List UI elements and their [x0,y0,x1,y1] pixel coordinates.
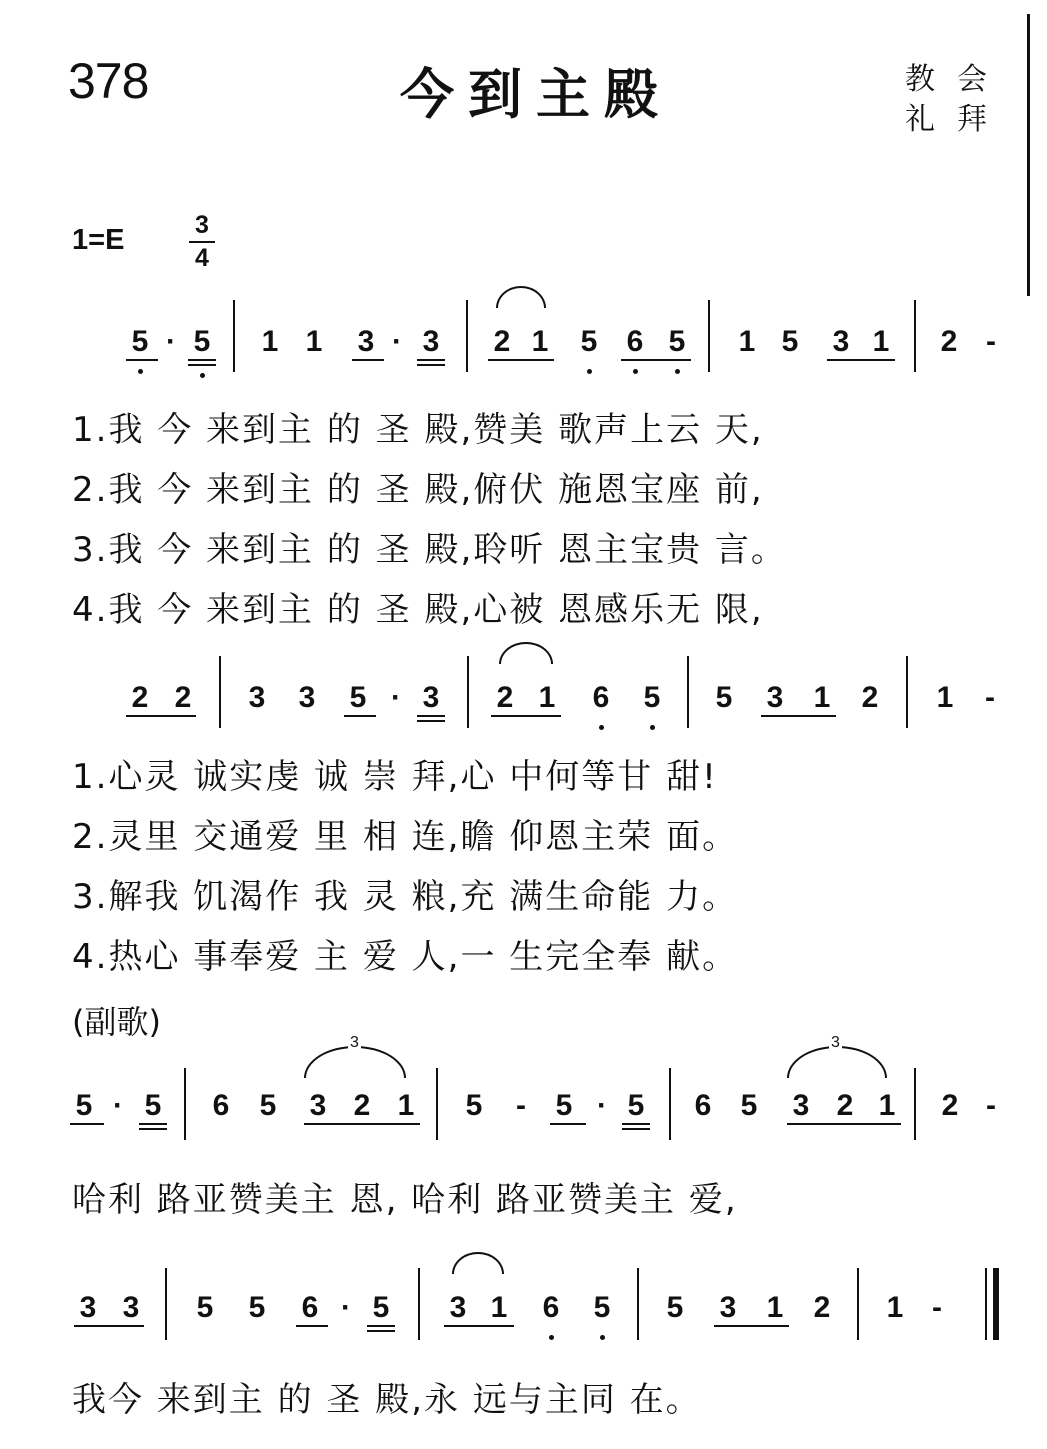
note: 3 [248,681,266,714]
bar-line [669,1068,671,1140]
note: 3 [766,681,784,714]
note: 5 [740,1089,758,1122]
bar-line [418,1268,420,1340]
verse-3-line-b: 3.解我 饥渴作 我 灵 粮,充 满生命能 力。 [72,877,739,917]
underline [761,715,836,717]
bar-line [914,300,916,372]
note: 2 [496,681,514,714]
verse-2-line-a: 2.我 今 来到主 的 圣 殿,俯伏 施恩宝座 前, [72,470,764,510]
note: 5 [643,681,661,714]
dash-hold: - [986,1089,996,1122]
time-denominator: 4 [195,244,209,272]
dot-rhythm: · [392,325,402,358]
bar-line [436,1068,438,1140]
note: 3 [309,1089,327,1122]
underline [367,1325,395,1327]
note: 1 [738,325,756,358]
note: 5 [627,1089,645,1122]
note: 5 [555,1089,573,1122]
underline [126,715,196,717]
note: 2 [353,1089,371,1122]
time-signature [187,210,217,274]
note: 5 [193,325,211,358]
dash-hold: - [985,681,995,714]
underline [188,364,216,366]
underline [74,1325,144,1327]
verse-1-line-b: 1.心灵 诚实虔 诚 崇 拜,心 中何等甘 甜! [72,757,718,797]
bar-line [906,656,908,728]
note: 2 [813,1291,831,1324]
underline [622,1123,650,1125]
bar-line [165,1268,167,1340]
note: 3 [422,325,440,358]
bar-line [708,300,710,372]
note: 6 [694,1089,712,1122]
note: 3 [357,325,375,358]
hymn-title: 今到主殿 [400,63,672,126]
dot-rhythm: · [597,1089,607,1122]
low-octave-dot [200,373,205,378]
underline [296,1325,328,1327]
underline [367,1330,395,1332]
note: 5 [259,1089,277,1122]
underline [126,359,158,361]
note: 1 [878,1089,896,1122]
note: 1 [397,1089,415,1122]
note: 3 [449,1291,467,1324]
note: 5 [248,1291,266,1324]
note: 2 [493,325,511,358]
triplet-number: 3 [350,1034,359,1051]
underline [827,359,895,361]
time-numerator: 3 [195,211,209,239]
note: 3 [79,1291,97,1324]
note: 5 [715,681,733,714]
note: 3 [298,681,316,714]
underline [417,720,445,722]
dash-hold: - [986,325,996,358]
dash-hold: - [932,1291,942,1324]
note: 3 [719,1291,737,1324]
underline [304,1123,420,1125]
note: 5 [593,1291,611,1324]
slur [499,642,553,664]
underline [139,1123,167,1125]
bar-line [466,300,468,372]
note: 6 [542,1291,560,1324]
triplet-number: 3 [831,1034,840,1051]
note: 5 [196,1291,214,1324]
note: 5 [75,1089,93,1122]
note: 5 [781,325,799,358]
note: 2 [131,681,149,714]
note: 5 [131,325,149,358]
low-octave-dot [549,1335,554,1340]
low-octave-dot [600,1335,605,1340]
low-octave-dot [587,369,592,374]
key-signature: 1=E [72,224,125,256]
final-bar-thick [993,1268,999,1340]
underline [344,715,376,717]
low-octave-dot [599,725,604,730]
chorus-lyric-line-2: 我今 来到主 的 圣 殿,永 远与主同 在。 [72,1380,702,1420]
note: 3 [422,681,440,714]
note: 3 [792,1089,810,1122]
underline [139,1128,167,1130]
note: 6 [301,1291,319,1324]
category-line-2: 礼拜 [905,102,1009,137]
note: 6 [212,1089,230,1122]
note: 1 [490,1291,508,1324]
note: 2 [174,681,192,714]
bar-line [467,656,469,728]
underline [417,715,445,717]
low-octave-dot [650,725,655,730]
note: 5 [666,1291,684,1324]
verse-4-line-a: 4.我 今 来到主 的 圣 殿,心被 恩感乐无 限, [72,590,764,630]
underline [188,359,216,361]
final-bar-thin [985,1268,987,1340]
note: 1 [766,1291,784,1324]
slur [496,286,546,308]
underline [488,359,554,361]
underline [491,715,561,717]
underline [622,1128,650,1130]
underline [714,1325,789,1327]
note: 5 [465,1089,483,1122]
verse-4-line-b: 4.热心 事奉爱 主 爱 人,一 生完全奉 献。 [72,937,739,977]
note: 2 [940,325,958,358]
note: 1 [886,1291,904,1324]
note: 2 [861,681,879,714]
bar-line [637,1268,639,1340]
verse-2-line-b: 2.灵里 交通爱 里 相 连,瞻 仰恩主荣 面。 [72,817,739,857]
note: 2 [836,1089,854,1122]
note: 6 [626,325,644,358]
hymn-number: 378 [68,53,149,109]
note: 5 [144,1089,162,1122]
note: 3 [832,325,850,358]
note: 1 [305,325,323,358]
verse-1-line-a: 1.我 今 来到主 的 圣 殿,赞美 歌声上云 天, [72,410,764,450]
bar-line [233,300,235,372]
note: 1 [872,325,890,358]
note: 6 [592,681,610,714]
dot-rhythm: · [391,681,401,714]
note: 1 [261,325,279,358]
underline [621,359,691,361]
note: 1 [531,325,549,358]
dash-hold: - [516,1089,526,1122]
chorus-lyric-line-1: 哈利 路亚赞美主 恩, 哈利 路亚赞美主 爱, [72,1180,738,1220]
verse-3-line-a: 3.我 今 来到主 的 圣 殿,聆听 恩主宝贵 言。 [72,530,787,570]
chorus-label: (副歌) [72,1003,161,1041]
underline [417,359,445,361]
note: 1 [936,681,954,714]
underline [417,364,445,366]
note: 5 [668,325,686,358]
dot-rhythm: · [113,1089,123,1122]
dot-rhythm: · [341,1291,351,1324]
underline [550,1123,586,1125]
bar-line [857,1268,859,1340]
bar-line [914,1068,916,1140]
low-octave-dot [675,369,680,374]
low-octave-dot [633,369,638,374]
note: 1 [538,681,556,714]
underline [352,359,384,361]
bar-line [184,1068,186,1140]
underline [787,1123,901,1125]
bar-line [219,656,221,728]
dot-rhythm: · [166,325,176,358]
note: 5 [372,1291,390,1324]
note: 3 [122,1291,140,1324]
low-octave-dot [138,369,143,374]
right-margin-rule [1027,14,1030,296]
category-line-1: 教会 [905,62,1009,97]
note: 5 [349,681,367,714]
note: 1 [813,681,831,714]
note: 5 [580,325,598,358]
underline [444,1325,514,1327]
note: 2 [941,1089,959,1122]
slur [452,1252,504,1274]
bar-line [687,656,689,728]
underline [70,1123,104,1125]
